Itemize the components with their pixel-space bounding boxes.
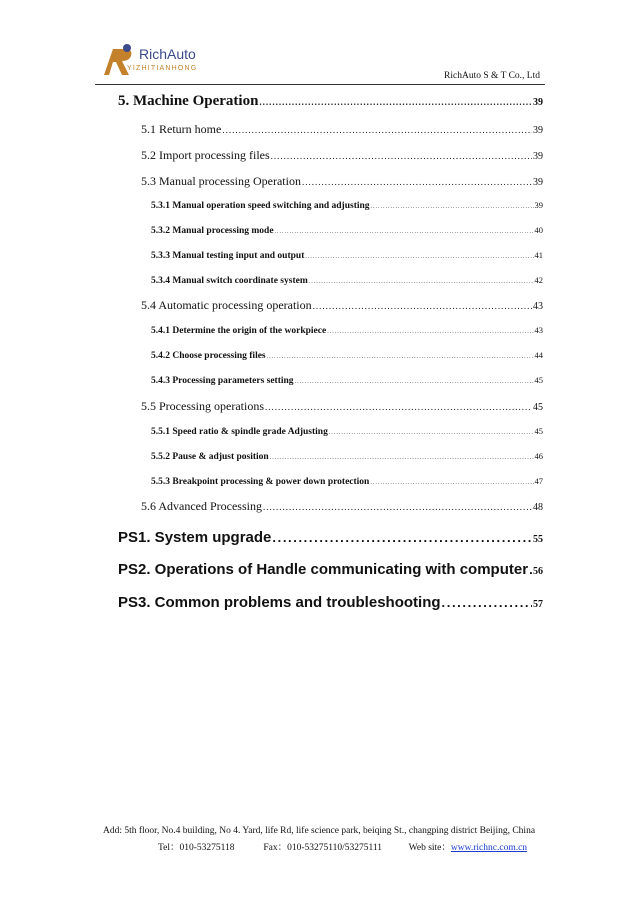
toc-leader-dots [305, 254, 533, 260]
toc-leader-dots [222, 125, 532, 135]
toc-page-number: 48 [533, 502, 543, 513]
toc-page-number: 45 [533, 402, 543, 413]
logo-subtitle: YIZHITIANHONG [127, 65, 198, 72]
toc-leader-dots [327, 329, 533, 335]
toc-label: 5.4.2 Choose processing files [151, 351, 266, 361]
toc-page-number: 41 [534, 250, 543, 260]
footer-contact [158, 839, 638, 853]
toc-entry-5-5[interactable] [141, 399, 543, 414]
footer-tel: Tel：010-53275118 [158, 843, 235, 853]
toc-label: 5.3.4 Manual switch coordinate system [151, 276, 308, 286]
toc-leader-dots [263, 502, 532, 512]
toc-leader-dots [272, 530, 532, 545]
footer-address: Add: 5th floor, No.4 building, No 4. Yard, life Rd, life science park, beiqing St., changping district Beijing, China [102, 826, 536, 836]
toc-entry-5-4-1[interactable] [151, 325, 543, 336]
page-header [95, 40, 545, 84]
toc-leader-dots [259, 97, 532, 107]
toc-entry-5-5-2[interactable] [151, 451, 543, 462]
toc-label: 5.5.1 Speed ratio & spindle grade Adjusting [151, 427, 328, 437]
toc-page-number: 39 [533, 97, 543, 108]
toc-leader-dots [275, 229, 534, 235]
toc-page-number: 39 [534, 200, 543, 210]
toc-label: 5.2 Import processing files [141, 148, 270, 162]
toc-page-number: 39 [533, 125, 543, 136]
toc-leader-dots [302, 177, 532, 187]
toc-leader-dots [329, 430, 534, 436]
toc-label: 5.5.3 Breakpoint processing & power down protection [151, 477, 370, 487]
toc-page-number: 55 [533, 534, 543, 545]
toc-page-number: 43 [533, 301, 543, 312]
company-logo [95, 40, 207, 78]
toc-entry-5-1[interactable] [141, 122, 543, 137]
toc-entry-5-3-4[interactable] [151, 275, 543, 286]
toc-leader-dots [370, 480, 533, 486]
toc-entry-5-4[interactable] [141, 298, 543, 313]
toc-entry-5-2[interactable] [141, 148, 543, 163]
toc-page-number: 42 [534, 275, 543, 285]
logo-name: RichAuto [139, 46, 196, 62]
toc-page-number: 56 [533, 566, 543, 577]
toc-label: 5. Machine Operation [118, 93, 259, 109]
toc-entry-5-3-2[interactable] [151, 225, 543, 236]
header-divider [95, 84, 545, 85]
toc-label: PS1. System upgrade [118, 529, 272, 546]
toc-label: 5.5.2 Pause & adjust position [151, 452, 269, 462]
toc-label: 5.4 Automatic processing operation [141, 298, 312, 312]
toc-leader-dots [371, 204, 534, 210]
toc-page-number: 39 [533, 151, 543, 162]
toc-page-number: 39 [533, 177, 543, 188]
toc-page-number: 43 [534, 325, 543, 335]
toc-label: 5.1 Return home [141, 122, 222, 136]
toc-entry-5-3-3[interactable] [151, 250, 543, 261]
toc-label: 5.4.3 Processing parameters setting [151, 376, 294, 386]
toc-entry-ps3[interactable] [118, 594, 543, 611]
toc-label: 5.6 Advanced Processing [141, 499, 262, 513]
toc-label: 5.5 Processing operations [141, 399, 264, 413]
toc-entry-ps2[interactable] [118, 561, 543, 578]
footer-web-label: Web site： [408, 843, 451, 853]
toc-entry-5-5-3[interactable] [151, 476, 543, 487]
toc-entry-5-3[interactable] [141, 174, 543, 189]
toc-label: 5.3.2 Manual processing mode [151, 226, 274, 236]
toc-leader-dots [271, 151, 532, 161]
toc-page-number: 44 [534, 350, 543, 360]
company-name: RichAuto S & T Co., Ltd [444, 71, 540, 81]
toc-label: 5.3.3 Manual testing input and output [151, 251, 305, 261]
toc-entry-5-4-2[interactable] [151, 350, 543, 361]
toc-leader-dots [529, 562, 532, 577]
toc-entry-5-5-1[interactable] [151, 426, 543, 437]
toc-entry-5-3-1[interactable] [151, 200, 543, 211]
toc-label: 5.3.1 Manual operation speed switching and adjusting [151, 201, 370, 211]
toc-leader-dots [265, 402, 532, 412]
toc-page-number: 45 [534, 426, 543, 436]
footer-web-link[interactable]: www.richnc.com.cn [450, 843, 528, 853]
toc-leader-dots [442, 595, 532, 610]
toc-leader-dots [267, 354, 534, 360]
toc-page-number: 45 [534, 375, 543, 385]
footer-fax: Fax：010-53275110/53275111 [263, 843, 383, 853]
toc-entry-chapter-5[interactable] [118, 93, 543, 110]
toc-label: 5.3 Manual processing Operation [141, 174, 301, 188]
toc-label: PS2. Operations of Handle communicating with computer [118, 561, 529, 578]
toc-page-number: 47 [534, 476, 543, 486]
toc-leader-dots [270, 455, 534, 461]
toc-label: PS3. Common problems and troubleshooting [118, 594, 441, 611]
toc-page-number: 40 [534, 225, 543, 235]
toc-entry-ps1[interactable] [118, 529, 543, 546]
toc-entry-5-4-3[interactable] [151, 375, 543, 386]
toc-leader-dots [295, 379, 534, 385]
toc-leader-dots [313, 301, 532, 311]
toc-entry-5-6[interactable] [141, 499, 543, 514]
toc-page-number: 57 [533, 599, 543, 610]
toc-leader-dots [309, 279, 534, 285]
toc-page-number: 46 [534, 451, 543, 461]
toc-label: 5.4.1 Determine the origin of the workpiece [151, 326, 327, 336]
